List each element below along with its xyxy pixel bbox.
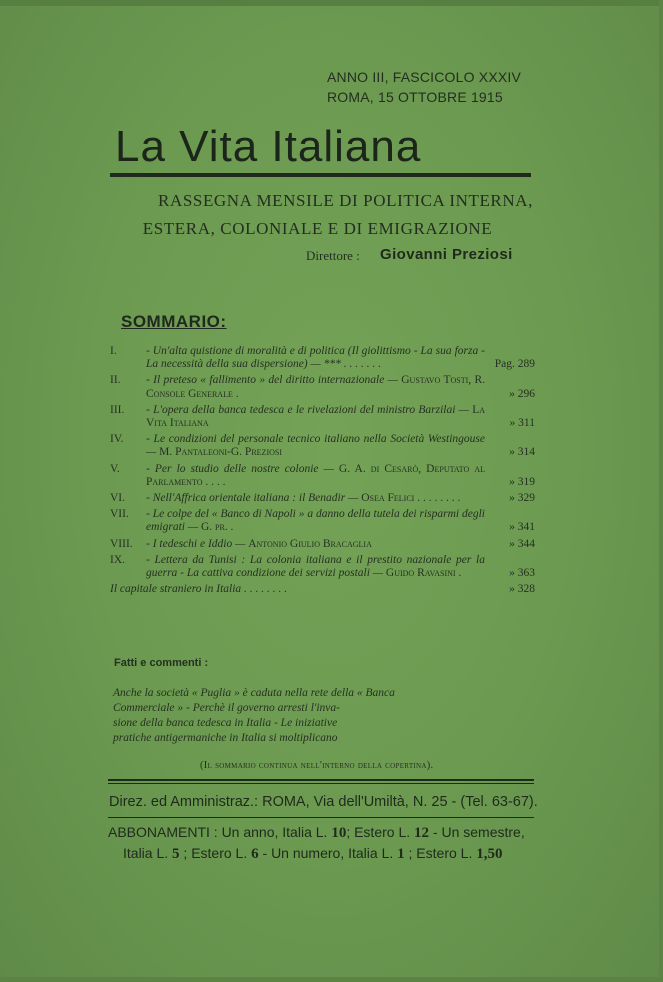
toc-entry-number: VII. [110, 508, 129, 521]
toc-entry-number: V. [110, 462, 120, 475]
fatti-line: Commerciale » - Perchè il governo arresti l'inva- [113, 702, 340, 714]
toc-entry-title: Il capitale straniero in Italia . . . . . . . . [110, 583, 288, 596]
toc-entry-title: - Le condizioni del personale tecnico italiano nella Società Westingouse — [146, 433, 485, 459]
toc-entry-title: - Nell'Affrica orientale italiana : il Benadir — [146, 492, 359, 505]
abb-text: ; Estero L. [179, 845, 252, 861]
toc-entry-number: I. [110, 345, 117, 357]
toc-entry-text [146, 433, 485, 459]
fatti-heading: Fatti e commenti : [114, 657, 209, 669]
abb-price: 1,50 [476, 846, 503, 862]
abbonamenti-line-2 [123, 845, 502, 863]
toc-entry-page: » 314 [509, 446, 535, 459]
abb-text: ; Estero L. [346, 824, 415, 840]
abb-price: 5 [172, 846, 180, 862]
toc-entry-number: VIII. [110, 537, 133, 550]
toc-entry-text [146, 554, 485, 580]
toc-entry-number: VI. [110, 492, 126, 505]
toc-entry [110, 554, 535, 580]
abb-price: 10 [331, 825, 347, 841]
toc-entry-page: » 328 [509, 583, 535, 596]
abbonamenti-line-1 [108, 824, 525, 842]
fatti-line: Anche la società « Puglia » è caduta nella rete della « Banca [113, 687, 395, 699]
abb-price: 12 [414, 825, 430, 841]
toc-entry-page: » 341 [509, 521, 535, 534]
abb-text: ABBONAMENTI : Un anno, Italia L. [108, 824, 332, 840]
toc-entry-text [146, 404, 485, 430]
toc-entry-title: - Un'alta quistione di moralità e di politica (Il giolittismo - La sua forza - La necessità della sua dispersione) — *** . . . . . . . [146, 345, 485, 371]
fatti-line: pratiche antigermaniche in Italia si moltiplicano [113, 732, 338, 744]
toc-entry-text [146, 463, 485, 489]
footer-rule-top-thin [108, 783, 534, 784]
toc-entry-author: Osea Felici . . . . . . . . [361, 492, 461, 505]
toc-entry-page: » 329 [509, 492, 535, 505]
subtitle-line-1: RASSEGNA MENSILE DI POLITICA INTERNA, [158, 191, 533, 210]
toc-entry-title: - Il preteso « fallimento » del diritto internazionale — [146, 374, 398, 387]
toc-entry [110, 345, 535, 371]
abb-text: - Un numero, Italia L. [258, 845, 398, 861]
abb-price: 6 [251, 846, 259, 862]
table-of-contents [110, 345, 535, 599]
cover-edge-right [659, 0, 663, 982]
cover-edge-bottom [0, 977, 663, 982]
toc-entry-author: Antonio Giulio Bracaglia [248, 537, 372, 550]
abb-text: Italia L. [123, 845, 173, 861]
toc-entry-author: La Vita Italiana [146, 403, 485, 430]
abb-text: ; Estero L. [404, 845, 477, 861]
director-name: Giovanni Preziosi [380, 246, 513, 263]
toc-entry-page: » 319 [509, 475, 535, 488]
toc-entry-number: II. [110, 374, 121, 387]
toc-entry-number: IV. [110, 433, 124, 446]
toc-entry [110, 404, 535, 430]
issue-number: ANNO III, FASCICOLO XXXIV [327, 69, 522, 85]
toc-entry [110, 583, 535, 596]
toc-entry-title: - Per lo studio delle nostre colonie — [146, 462, 334, 475]
toc-entry-text [110, 583, 485, 596]
toc-entry-page: Pag. 289 [494, 358, 535, 371]
issue-date: ROMA, 15 OTTOBRE 1915 [327, 89, 503, 105]
cover-edge-top [0, 0, 663, 6]
subtitle-line-2: ESTERA, COLONIALE E DI EMIGRAZIONE [142, 219, 493, 238]
toc-entry [110, 463, 535, 489]
continua-note: (Il sommario continua nell'interno della copertina). [200, 760, 434, 771]
toc-entry-title: - I tedeschi e Iddio — [146, 537, 246, 550]
toc-entry-page: » 344 [509, 537, 535, 550]
toc-entry [110, 374, 535, 400]
toc-entry-page: » 363 [509, 567, 535, 580]
toc-entry-text [146, 538, 485, 551]
toc-entry-text [146, 374, 485, 400]
abb-price: 1 [397, 846, 405, 862]
footer-rule-mid [108, 817, 534, 818]
toc-entry-number: III. [110, 403, 125, 416]
toc-entry-text [146, 345, 485, 371]
direzione-address: Direz. ed Amministraz.: ROMA, Via dell'Umiltà, N. 25 - (Tel. 63-67). [109, 794, 538, 810]
sommario-heading: SOMMARIO: [121, 312, 227, 331]
fatti-line: sione della banca tedesca in Italia - Le iniziative [113, 717, 338, 729]
toc-entry-author: G. pr. . [200, 521, 234, 534]
toc-entry-page: » 296 [509, 387, 535, 400]
toc-entry-text [146, 508, 485, 534]
toc-entry-page: » 311 [509, 417, 535, 430]
toc-entry-title: - Le colpe del « Banco di Napoli » a danno della tutela dei risparmi degli emigrati — [146, 508, 485, 534]
title-rule [110, 173, 531, 177]
abb-text: - Un semestre, [429, 824, 525, 840]
toc-entry-number: IX. [110, 553, 126, 566]
toc-entry-text [146, 492, 485, 505]
toc-entry-author: Guido Ravasini . [385, 567, 462, 580]
fatti-text [113, 686, 501, 746]
toc-entry-title: - L'opera della banca tedesca e le rivelazioni del ministro Barzilai — [146, 403, 469, 416]
toc-entry-author: G. A. di Cesarò, Deputato al Parlamento . . . . [146, 462, 485, 488]
footer-rule-top [108, 779, 534, 781]
toc-entry-author: M. Pantaleoni-G. Preziosi [159, 446, 282, 459]
toc-entry [110, 433, 535, 459]
director-label: Direttore : [306, 248, 360, 263]
toc-entry-title: - Lettera da Tunisi : La colonia italiana e il prestito nazionale per la guerra - La cattiva condizione dei servizi postali — [146, 553, 485, 580]
magazine-title: La Vita Italiana [115, 122, 422, 171]
toc-entry [110, 492, 535, 505]
toc-entry-author: Gustavo Tosti, R. Console Generale . [146, 374, 486, 400]
toc-entry [110, 538, 535, 551]
toc-entry [110, 508, 535, 534]
